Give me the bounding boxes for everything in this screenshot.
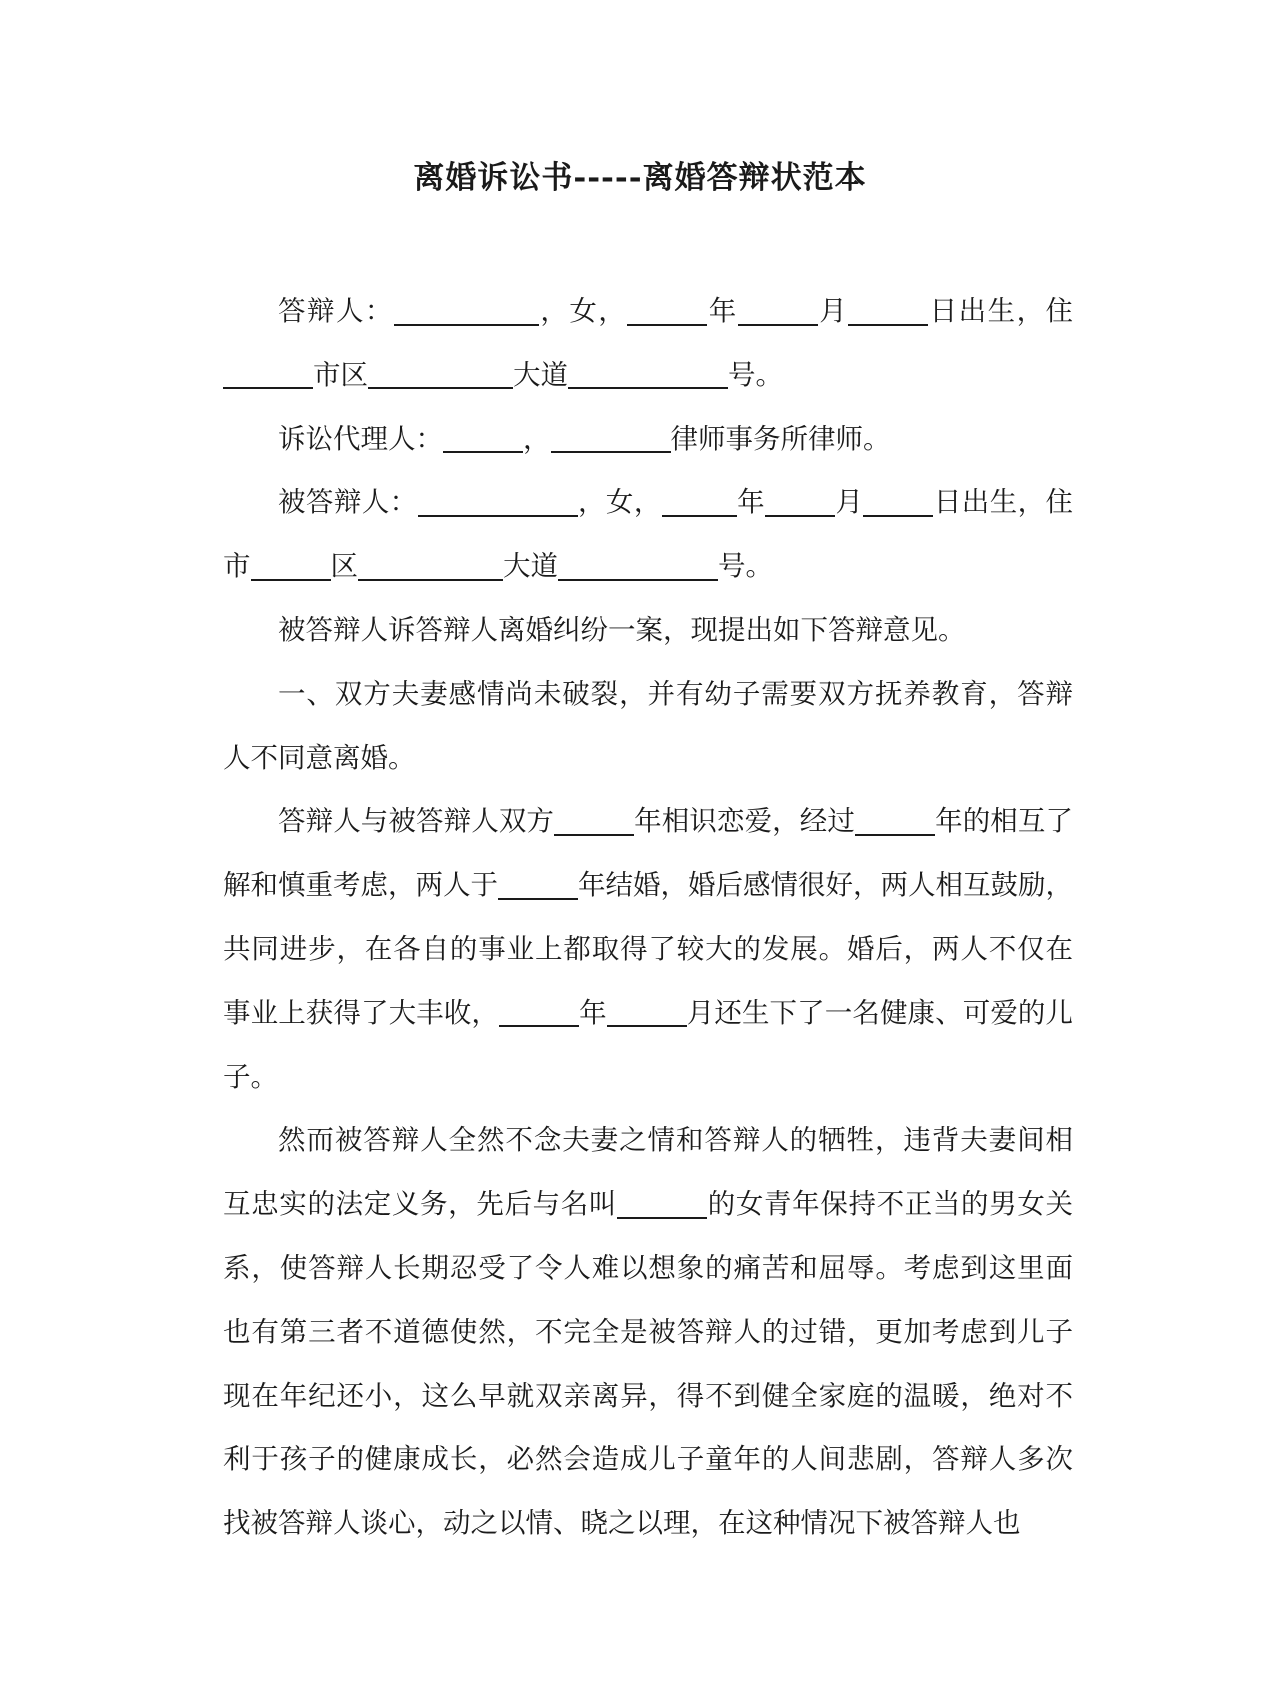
respondent-day-blank — [848, 295, 928, 326]
respondent-name-blank — [394, 295, 539, 326]
history-text-5: 年 — [578, 996, 607, 1029]
history-text-3: 年的相互了解和慎重考虑，两人于 — [223, 805, 1074, 902]
intro-paragraph: 被答辩人诉答辩人离婚纠纷一案，现提出如下答辩意见。 — [278, 613, 966, 646]
respondent-avenue-label: 大道 — [513, 358, 568, 391]
defendant-day-blank — [863, 486, 933, 517]
agent-paragraph — [223, 408, 1073, 472]
defendant-district-blank — [358, 550, 503, 581]
history-son-year-blank — [499, 996, 579, 1027]
section-heading-1: 一、双方夫妻感情尚未破裂，并有幼子需要双方抚养教育，答辩人不同意离婚。 — [223, 677, 1073, 774]
respondent-year-label: 年 — [707, 295, 738, 327]
history-text-4: 年结婚，婚后感情很好，两人相互鼓励，共同进步，在各自的事业上都取得了较大的发展。婚后，两人不仅在事业上获得了大丰收， — [223, 869, 1073, 1029]
respondent-label: 答辩人： — [278, 295, 394, 327]
respondent-avenue-blank — [568, 358, 728, 389]
history-year-met-blank — [554, 805, 634, 836]
respondent-district-label: 区 — [340, 358, 368, 391]
defendant-year-label: 年 — [736, 486, 766, 519]
agent-name-blank — [443, 422, 523, 453]
agent-firm-label: 律师事务所律师。 — [670, 422, 891, 455]
defendant-year-blank — [662, 486, 737, 517]
respondent-city-label: 市 — [313, 358, 341, 391]
defendant-month-label: 月 — [835, 486, 864, 519]
defendant-city-label: 市 — [223, 550, 251, 583]
defendant-number-label: 号。 — [718, 550, 773, 583]
history-son-month-blank — [607, 996, 687, 1027]
history-married-year-blank — [498, 869, 578, 900]
agent-comma: ， — [523, 422, 551, 455]
defendant-birth-label: 日出生，住 — [933, 486, 1074, 519]
argument-paragraph — [223, 1109, 1073, 1556]
respondent-number-label: 号。 — [728, 358, 783, 391]
respondent-month-blank — [738, 295, 818, 326]
history-text-1: 答辩人与被答辩人双方 — [278, 805, 555, 838]
defendant-avenue-label: 大道 — [503, 550, 558, 583]
defendant-avenue-blank — [558, 550, 718, 581]
argument-text-2: 的女青年保持不正当的男女关系，使答辩人长期忍受了令人难以想象的痛苦和屈辱。考虑到这里面也有第三者不道德使然，不完全是被答辩人的过错，更加考虑到儿子现在年纪还小，这么早就双亲离异，得不到健全家庭的温暖，绝对不利于孩子的健康成长，必然会造成儿子童年的人间悲剧，答辩人多次找被答辩人谈心，动之以情、晓之以理，在这种情况下被答辩人也 — [223, 1188, 1074, 1540]
document-body — [223, 280, 1073, 1556]
respondent-birth-label: 日出生，住 — [928, 295, 1074, 327]
respondent-paragraph — [223, 280, 1073, 408]
history-paragraph — [223, 790, 1073, 1109]
respondent-year-blank — [627, 295, 707, 326]
third-party-name-blank — [617, 1188, 707, 1219]
history-text-2: 年相识恋爱，经过 — [634, 805, 855, 838]
respondent-district-blank — [368, 358, 513, 389]
defendant-label: 被答辩人： — [278, 486, 418, 519]
agent-label: 诉讼代理人： — [278, 422, 443, 455]
respondent-month-label: 月 — [817, 295, 849, 327]
defendant-gender: ，女， — [577, 486, 662, 519]
defendant-city-blank — [251, 550, 331, 581]
defendant-paragraph — [223, 471, 1073, 599]
history-years-blank — [855, 805, 935, 836]
defendant-district-label: 区 — [330, 550, 358, 583]
argument-text-1: 然而被答辩人全然不念夫妻之情和答辩人的牺牲，违背夫妻间相互忠实的法定义务，先后与名叫 — [223, 1124, 1073, 1221]
defendant-month-blank — [765, 486, 835, 517]
document-title: 离婚诉讼书-----离婚答辩状范本 — [413, 160, 867, 196]
respondent-gender: ，女， — [538, 295, 628, 327]
respondent-city-blank — [223, 358, 313, 389]
defendant-name-blank — [418, 486, 578, 517]
agent-firm-blank — [551, 422, 671, 453]
history-text-6: 月还生下了一名健康、可爱的儿子。 — [223, 996, 1074, 1093]
